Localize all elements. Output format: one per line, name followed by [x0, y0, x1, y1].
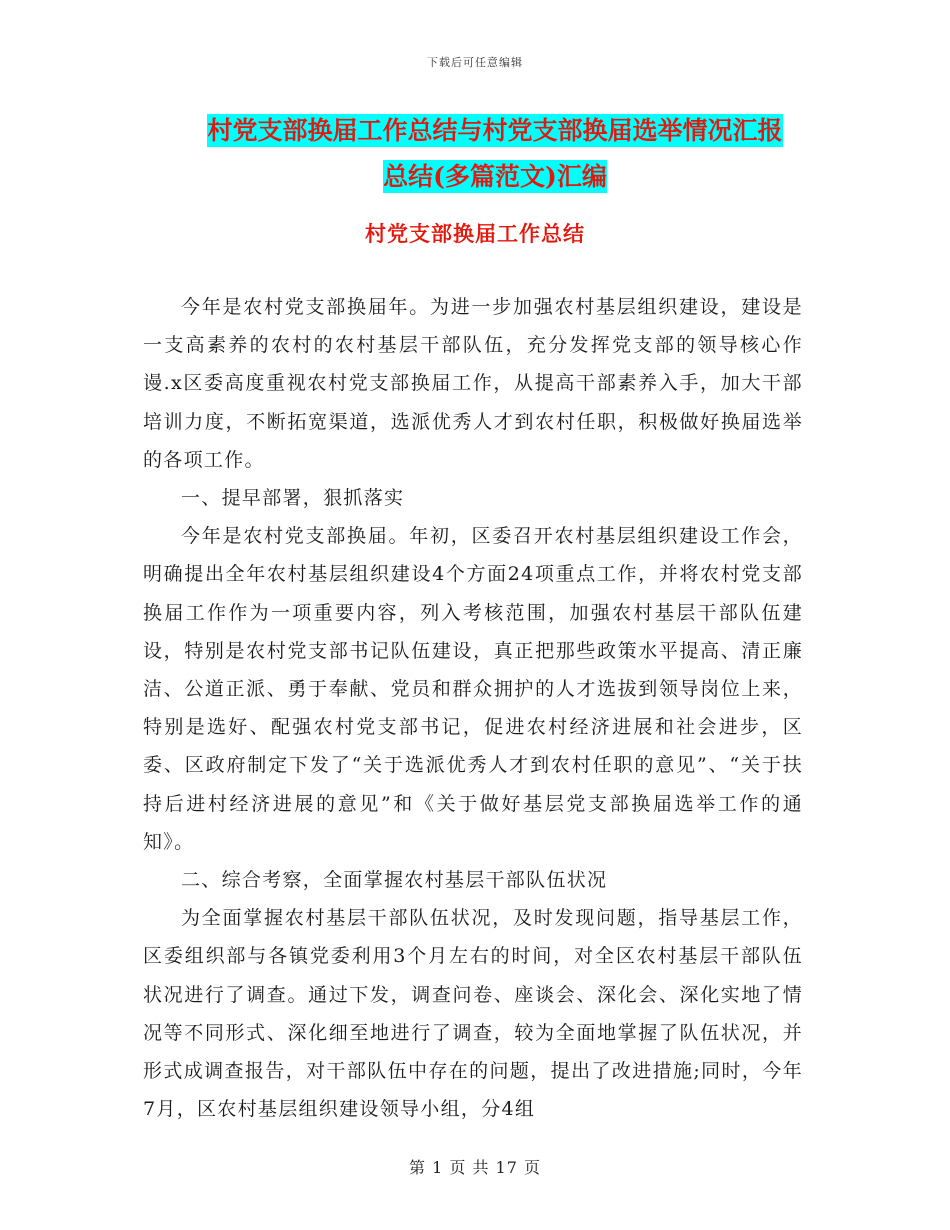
page-number: 第 1 页 共 17 页 — [409, 1158, 541, 1177]
section-title: 村党支部换届工作总结 — [365, 221, 585, 246]
document-title — [170, 108, 820, 200]
section-heading: 二、综合考察，全面掌握农村基层干部队伍状况 — [181, 869, 608, 892]
document-title-line-1: 村党支部换届工作总结与村党支部换届选举情况汇报 — [207, 116, 783, 145]
page-header-note: 下载后可任意编辑 — [427, 56, 523, 69]
paragraph: 今年是农村党支部换届。年初，区委召开农村基层组织建设工作会，明确提出全年农村基层组织建设4个方面24项重点工作，并将农村党支部换届工作作为一项重要内容，列入考核范围，加强农村基层干部队伍建设，特别是农村党支部书记队伍建设，真正把那些政策水平提高、清正廉洁、公道正派、勇于奉献、党员和群众拥护的人才选拔到领导岗位上来，特别是选好、配强农村党支部书记，促进农村经济进展和社会进步，区委、区政府制定下发了“关于选派优秀人才到农村任职的意见”、“关于扶持后进村经济进展的意见”和《关于做好基层党支部换届选举工作的通知》。 — [143, 525, 803, 853]
document-title-line-2: 总结(多篇范文)汇编 — [383, 162, 607, 191]
section-heading: 一、提早部署，狠抓落实 — [181, 487, 405, 510]
paragraph: 为全面掌握农村基层干部队伍状况，及时发现问题，指导基层工作，区委组织部与各镇党委利用3个月左右的时间，对全区农村基层干部队伍状况进行了调查。通过下发，调查问卷、座谈会、深化会、深化实地了情况等不同形式、深化细至地进行了调查，较为全面地掌握了队伍状况，并形式成调查报告，对干部队伍中存在的问题，提出了改进措施;同时，今年7月，区农村基层组织建设领导小组，分4组 — [143, 907, 803, 1121]
document-body — [143, 288, 803, 1128]
paragraph: 今年是农村党支部换届年。为进一步加强农村基层组织建设，建设是一支高素养的农村的农村基层干部队伍，充分发挥党支部的领导核心作谩.x区委高度重视农村党支部换届工作，从提高干部素养入手，加大干部培训力度，不断拓宽渠道，选派优秀人才到农村任职，积极做好换届选举的各项工作。 — [143, 296, 803, 471]
